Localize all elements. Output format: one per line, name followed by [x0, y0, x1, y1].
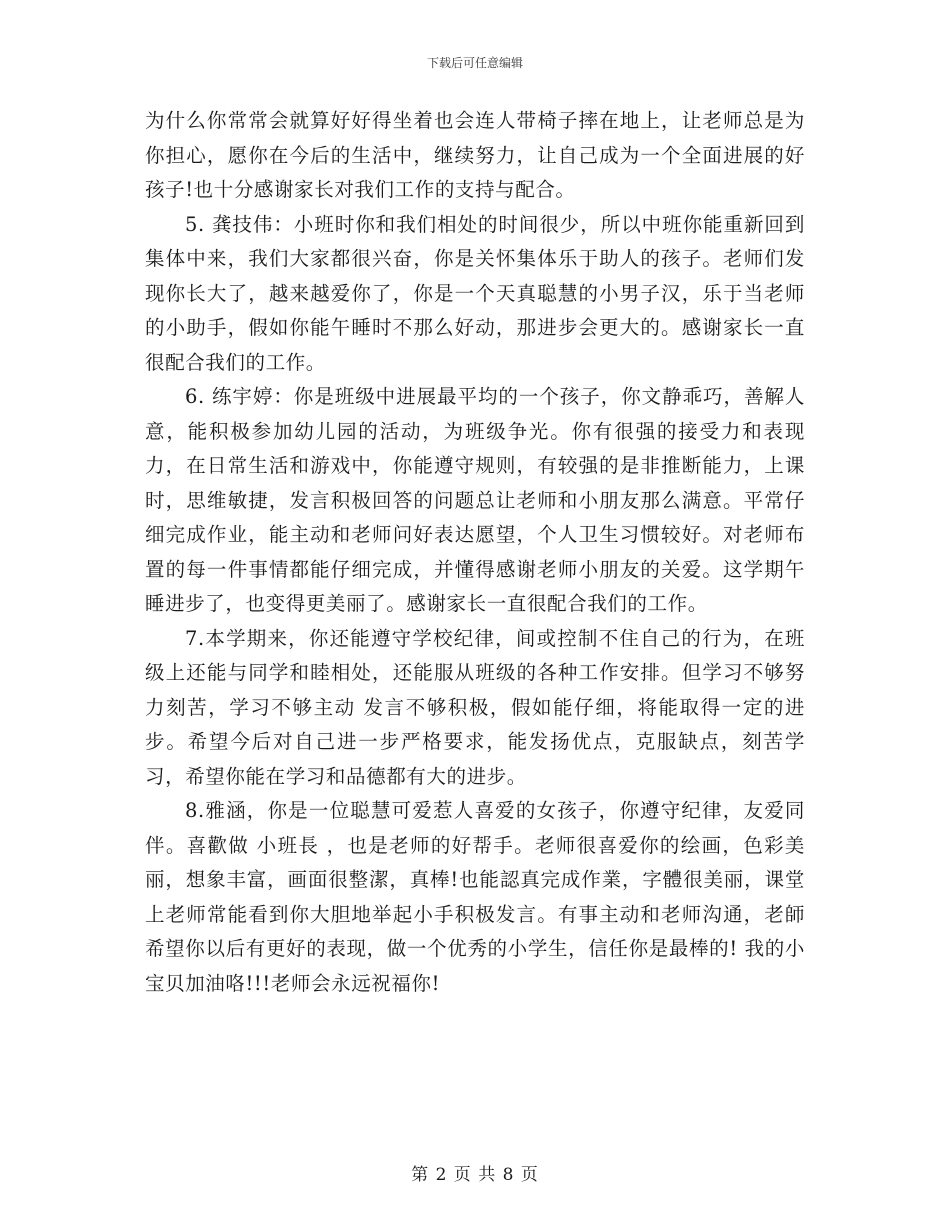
paragraph-item-8: 8.雅涵，你是一位聪慧可爱惹人喜爱的女孩子，你遵守纪律，友爱同伴。喜歡做 小班長 ，也是老师的好帮手。老师很喜爱你的绘画，色彩美丽，想象丰富，画面很整潔，真棒!也能認真完成作業，字體很美丽，课堂上老师常能看到你大胆地举起小手积极发言。有事主动和老师沟通，老師希望你以后有更好的表现，做一个优秀的小学生，信任你是最棒的! 我的小宝贝加油咯!!!老师会永远祝福你! [145, 799, 805, 995]
page-number-footer: 第 2 页 共 8 页 [411, 1165, 539, 1185]
paragraph-continuation: 为什么你常常会就算好好得坐着也会连人带椅子摔在地上，让老师总是为你担心，愿你在今后的生活中，继续努力，让自己成为一个全面进展的好孩子!也十分感谢家长对我们工作的支持与配合。 [145, 109, 805, 201]
page-header-note: 下载后可任意编辑 [426, 56, 523, 70]
paragraph-item-5: 5. 龚技伟：小班时你和我们相处的时间很少，所以中班你能重新回到集体中来，我们大家都很兴奋，你是关怀集体乐于助人的孩子。老师们发现你长大了，越来越爱你了，你是一个天真聪慧的小男子汉，乐于当老师的小助手，假如你能午睡时不那么好动，那进步会更大的。感谢家长一直很配合我们的工作。 [145, 212, 805, 374]
paragraph-item-6: 6. 练宇婷：你是班级中进展最平均的一个孩子，你文静乖巧，善解人意，能积极参加幼儿园的活动，为班级争光。你有很强的接受力和表现力，在日常生活和游戏中，你能遵守规则，有较强的是非推断能力，上课时，思维敏捷，发言积极回答的问题总让老师和小朋友那么满意。平常仔细完成作业，能主动和老师问好表达愿望，个人卫生习惯较好。对老师布置的每一件事情都能仔细完成，并懂得感谢老师小朋友的关爱。这学期午睡进步了，也变得更美丽了。感谢家长一直很配合我们的工作。 [145, 385, 805, 615]
document-body [145, 104, 805, 1001]
paragraph-item-7: 7.本学期来，你还能遵守学校纪律，间或控制不住自己的行为，在班级上还能与同学和睦相处，还能服从班级的各种工作安排。但学习不够努力刻苦，学习不够主动 发言不够积极，假如能仔细，将能取得一定的进步。希望今后对自己进一步严格要求，能发扬优点，克服缺点，刻苦学习，希望你能在学习和品德都有大的进步。 [145, 626, 805, 788]
